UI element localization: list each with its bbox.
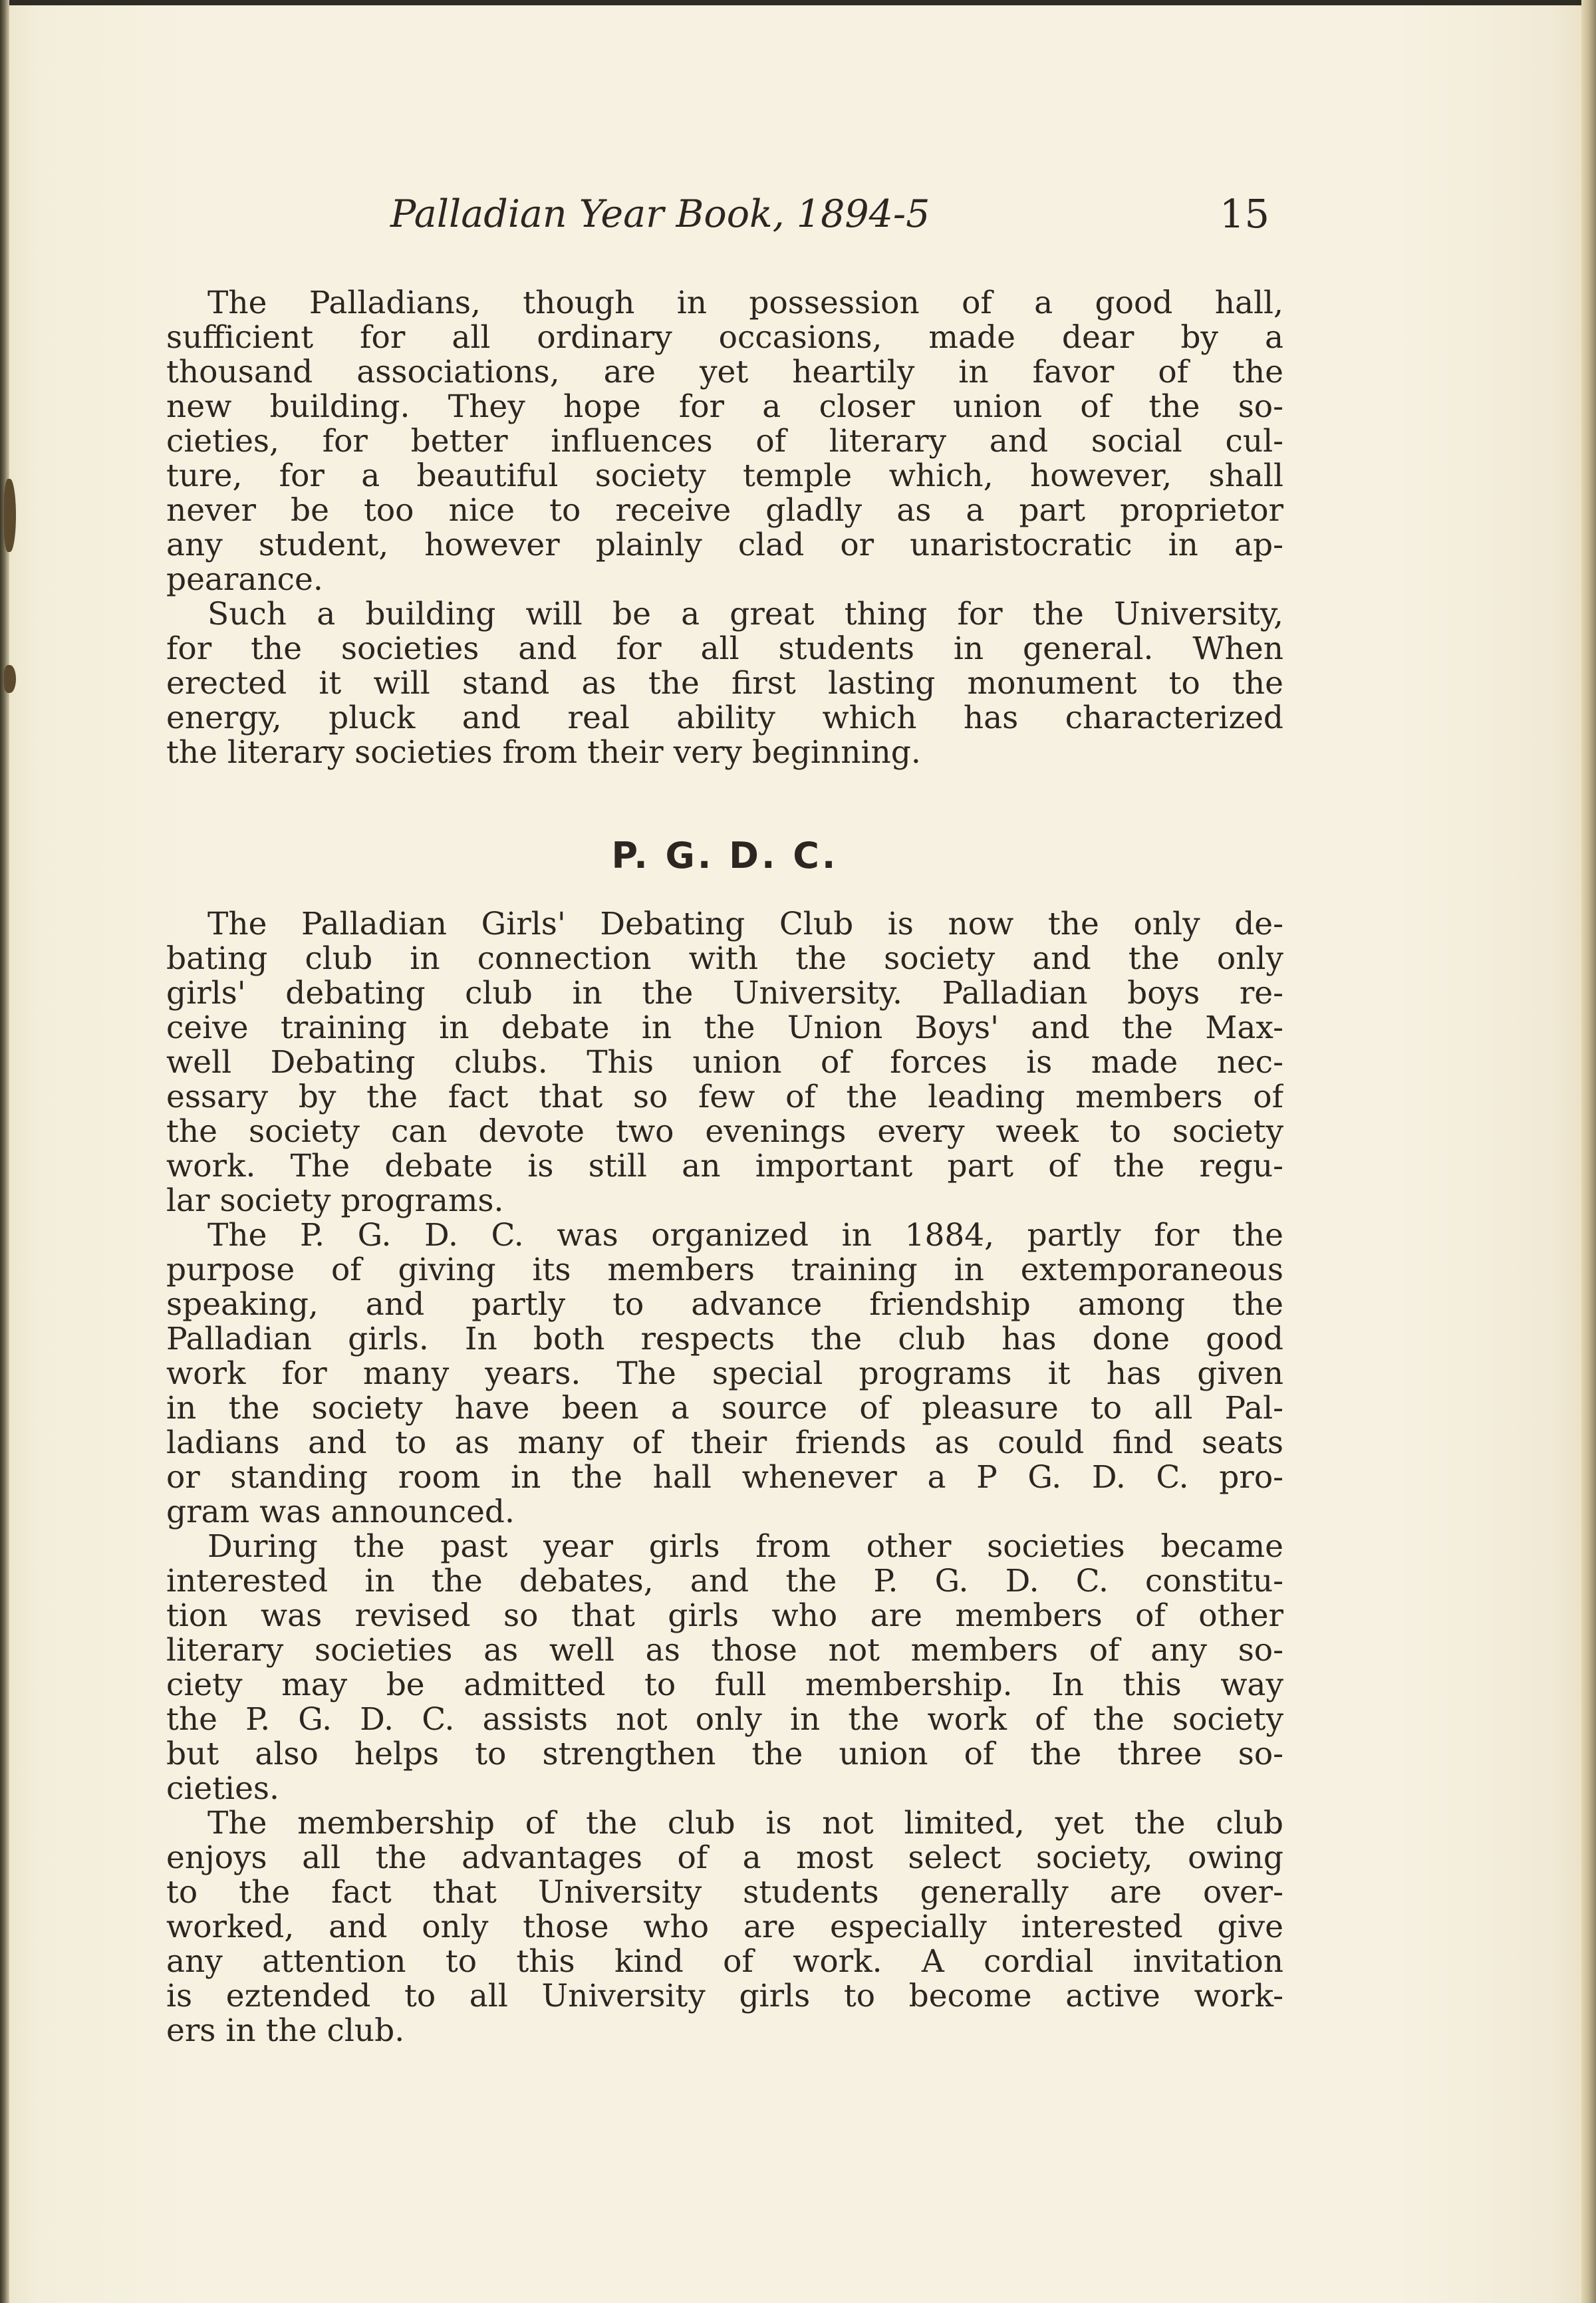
- text-line: lar society programs.: [166, 1184, 504, 1218]
- text-line: but also helps to strengthen the union of the three so-: [166, 1737, 1283, 1772]
- text-line: The Palladians, though in possession of a good hall,: [207, 286, 1283, 321]
- text-line: gram was announced.: [166, 1495, 515, 1530]
- text-line: ciety may be admitted to full membership. In this way: [166, 1668, 1283, 1702]
- paragraph-block-new-building: [166, 286, 1283, 770]
- text-line: sufficient for all ordinary occasions, made dear by a: [166, 321, 1283, 355]
- text-line: the literary societies from their very beginning.: [166, 736, 921, 770]
- paragraph-block-pgdc: [166, 907, 1283, 2048]
- text-line: Such a building will be a great thing for the University,: [207, 597, 1283, 632]
- text-line: or standing room in the hall whenever a P G. D. C. pro-: [166, 1460, 1283, 1495]
- text-line: The P. G. D. C. was organized in 1884, partly for the: [207, 1218, 1283, 1253]
- text-line: new building. They hope for a closer union of the so-: [166, 390, 1283, 424]
- binding-edge: [0, 0, 9, 2303]
- text-line: work. The debate is still an important part of the regu-: [166, 1149, 1283, 1184]
- text-line: ceive training in debate in the Union Boys' and the Max-: [166, 1011, 1283, 1045]
- text-line: enjoys all the advantages of a most select society, owing: [166, 1841, 1283, 1875]
- text-line: in the society have been a source of pleasure to all Pal-: [166, 1391, 1283, 1426]
- page-fore-edge: [1581, 0, 1596, 2303]
- text-line: bating club in connection with the society and the only: [166, 942, 1283, 976]
- text-line: for the societies and for all students in general. When: [166, 632, 1283, 666]
- text-line: speaking, and partly to advance friendship among the: [166, 1287, 1283, 1322]
- text-line: pearance.: [166, 563, 323, 597]
- text-line: ture, for a beautiful society temple which, however, shall: [166, 459, 1283, 493]
- text-line: worked, and only those who are especially interested give: [166, 1910, 1283, 1945]
- binding-thread-mark: [4, 479, 16, 552]
- text-line: literary societies as well as those not members of any so-: [166, 1633, 1283, 1668]
- text-line: energy, pluck and real ability which has characterized: [166, 701, 1283, 736]
- text-line: thousand associations, are yet heartily in favor of the: [166, 355, 1283, 390]
- text-line: The membership of the club is not limited, yet the club: [207, 1806, 1283, 1841]
- text-line: the society can devote two evenings every week to society: [166, 1115, 1283, 1149]
- text-line: any student, however plainly clad or unaristocratic in ap-: [166, 528, 1283, 563]
- text-line: tion was revised so that girls who are members of other: [166, 1599, 1283, 1633]
- text-line: During the past year girls from other societies became: [207, 1530, 1283, 1564]
- text-line: the P. G. D. C. assists not only in the work of the society: [166, 1702, 1283, 1737]
- text-line: work for many years. The special programs it has given: [166, 1357, 1283, 1391]
- text-line: ladians and to as many of their friends as could find seats: [166, 1426, 1283, 1460]
- text-line: any attention to this kind of work. A cordial invitation: [166, 1945, 1283, 1979]
- text-line: essary by the fact that so few of the leading members of: [166, 1080, 1283, 1115]
- text-line: cieties.: [166, 1772, 279, 1806]
- page-number: 15: [1219, 191, 1269, 237]
- binding-thread-mark: [4, 665, 16, 693]
- text-line: Palladian girls. In both respects the club has done good: [166, 1322, 1283, 1357]
- text-line: girls' debating club in the University. Palladian boys re-: [166, 976, 1283, 1011]
- running-title: Palladian Year Book, 1894-5: [390, 192, 930, 236]
- text-line: is eztended to all University girls to become active work-: [166, 1979, 1283, 2014]
- text-line: well Debating clubs. This union of forces is made nec-: [166, 1045, 1283, 1080]
- running-head: [390, 188, 1275, 241]
- text-line: ers in the club.: [166, 2014, 405, 2048]
- section-heading: P. G. D. C.: [611, 835, 839, 877]
- text-line: never be too nice to receive gladly as a part proprietor: [166, 493, 1283, 528]
- page-top-edge: [0, 0, 1596, 5]
- text-line: erected it will stand as the first lasting monument to the: [166, 666, 1283, 701]
- text-line: cieties, for better influences of literary and social cul-: [166, 424, 1283, 459]
- text-line: purpose of giving its members training in extemporaneous: [166, 1253, 1283, 1287]
- text-line: interested in the debates, and the P. G. D. C. constitu-: [166, 1564, 1283, 1599]
- text-line: to the fact that University students generally are over-: [166, 1875, 1283, 1910]
- text-line: The Palladian Girls' Debating Club is now the only de-: [207, 907, 1283, 942]
